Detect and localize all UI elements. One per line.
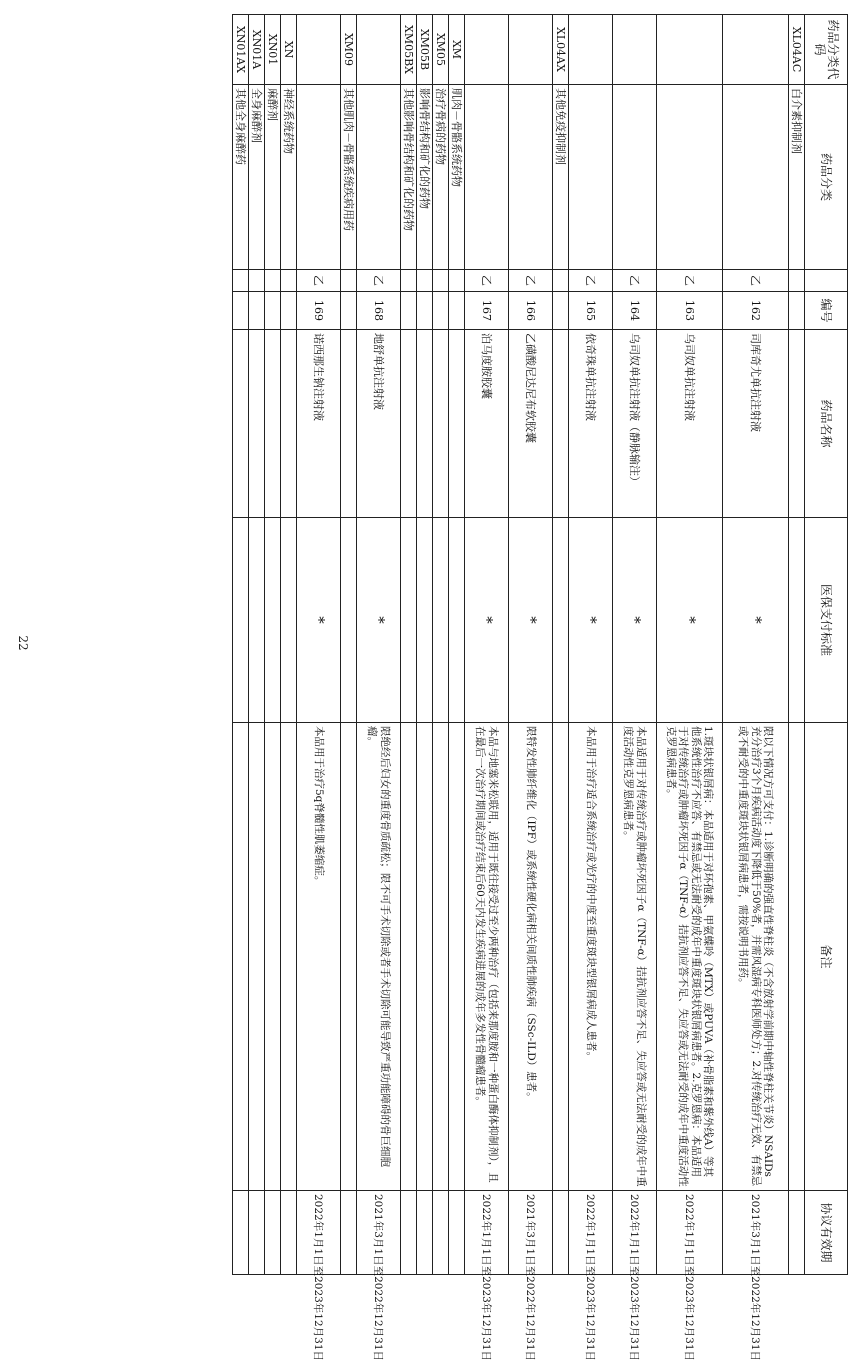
name-cell: 诺西那生钠注射液 bbox=[297, 330, 341, 518]
remark-cell: 限绝经后妇女的重度骨质疏松；限不可手术切除或者手术切除可能导致严重功能障碍的骨巨细胞瘤。 bbox=[357, 723, 401, 1191]
page-number: 22 bbox=[16, 635, 30, 651]
category-row bbox=[449, 15, 465, 1275]
grade-cell: 乙 bbox=[657, 270, 723, 292]
grade-cell bbox=[341, 270, 357, 292]
standard-cell: * bbox=[657, 518, 723, 723]
standard-cell bbox=[417, 518, 433, 723]
category-cell bbox=[657, 85, 723, 270]
category-cell: 麻醉剂 bbox=[265, 85, 281, 270]
drug-row bbox=[723, 15, 789, 1275]
standard-cell: * bbox=[465, 518, 509, 723]
validity-cell: 2021年3月1日至2022年12月31日 bbox=[357, 1191, 401, 1275]
category-row bbox=[341, 15, 357, 1275]
no-cell bbox=[341, 292, 357, 330]
category-cell: 其他全身麻醉药 bbox=[233, 85, 249, 270]
validity-cell: 2022年1月1日至2023年12月31日 bbox=[297, 1191, 341, 1275]
category-row bbox=[553, 15, 569, 1275]
code-cell: XL04AX bbox=[553, 15, 569, 85]
header-grade bbox=[805, 270, 848, 292]
code-cell: XM05 bbox=[433, 15, 449, 85]
remark-cell bbox=[281, 723, 297, 1191]
header-standard: 医保支付标准 bbox=[805, 518, 848, 723]
category-cell bbox=[357, 85, 401, 270]
category-row bbox=[249, 15, 265, 1275]
standard-cell bbox=[233, 518, 249, 723]
name-cell bbox=[249, 330, 265, 518]
category-cell: 其他免疫抑制剂 bbox=[553, 85, 569, 270]
drug-row bbox=[569, 15, 613, 1275]
code-cell: XN01A bbox=[249, 15, 265, 85]
validity-cell bbox=[553, 1191, 569, 1275]
no-cell bbox=[449, 292, 465, 330]
grade-cell bbox=[417, 270, 433, 292]
code-cell: XM05B bbox=[417, 15, 433, 85]
grade-cell bbox=[233, 270, 249, 292]
code-cell: XM bbox=[449, 15, 465, 85]
drug-row bbox=[509, 15, 553, 1275]
name-cell: 地舒单抗注射液 bbox=[357, 330, 401, 518]
category-cell bbox=[465, 85, 509, 270]
remark-cell bbox=[449, 723, 465, 1191]
category-cell: 白介素抑制剂 bbox=[789, 85, 805, 270]
validity-cell: 2021年3月1日至2022年12月31日 bbox=[509, 1191, 553, 1275]
remark-cell bbox=[553, 723, 569, 1191]
validity-cell bbox=[249, 1191, 265, 1275]
name-cell: 泊马度胺胶囊 bbox=[465, 330, 509, 518]
standard-cell: * bbox=[509, 518, 553, 723]
name-cell: 依奇珠单抗注射液 bbox=[569, 330, 613, 518]
validity-cell: 2021年3月1日至2022年12月31日 bbox=[723, 1191, 789, 1275]
no-cell: 166 bbox=[509, 292, 553, 330]
header-validity: 协议有效期 bbox=[805, 1191, 848, 1275]
no-cell bbox=[233, 292, 249, 330]
validity-cell bbox=[341, 1191, 357, 1275]
name-cell bbox=[449, 330, 465, 518]
no-cell bbox=[281, 292, 297, 330]
no-cell: 168 bbox=[357, 292, 401, 330]
validity-cell bbox=[265, 1191, 281, 1275]
standard-cell bbox=[789, 518, 805, 723]
code-cell bbox=[657, 15, 723, 85]
drug-row bbox=[613, 15, 657, 1275]
no-cell bbox=[249, 292, 265, 330]
no-cell: 169 bbox=[297, 292, 341, 330]
validity-cell bbox=[449, 1191, 465, 1275]
grade-cell bbox=[553, 270, 569, 292]
remark-cell bbox=[433, 723, 449, 1191]
remark-cell: 限以下情况方可支付：1.诊断明确的强直性脊柱炎（不含放射学前期中轴性脊柱关节炎）NSAIDs充分治疗3个月疾病活动度下降低于50%者，并需风湿病专科医师处方；2.对传统治疗无效、有禁忌或不耐受的中重度斑块状银屑病患者，需按说明书用药。 bbox=[723, 723, 789, 1191]
standard-cell: * bbox=[723, 518, 789, 723]
category-cell: 影响骨结构和矿化的药物 bbox=[417, 85, 433, 270]
category-cell bbox=[297, 85, 341, 270]
category-cell: 肌肉－骨骼系统药物 bbox=[449, 85, 465, 270]
name-cell bbox=[401, 330, 417, 518]
drug-row bbox=[657, 15, 723, 1275]
header-name: 药品名称 bbox=[805, 330, 848, 518]
validity-cell bbox=[281, 1191, 297, 1275]
remark-cell bbox=[341, 723, 357, 1191]
code-cell: XM09 bbox=[341, 15, 357, 85]
validity-cell bbox=[433, 1191, 449, 1275]
grade-cell bbox=[249, 270, 265, 292]
grade-cell: 乙 bbox=[613, 270, 657, 292]
drug-row bbox=[465, 15, 509, 1275]
category-cell bbox=[723, 85, 789, 270]
validity-cell: 2022年1月1日至2023年12月31日 bbox=[657, 1191, 723, 1275]
no-cell bbox=[265, 292, 281, 330]
grade-cell: 乙 bbox=[509, 270, 553, 292]
category-row bbox=[233, 15, 249, 1275]
grade-cell bbox=[265, 270, 281, 292]
name-cell bbox=[341, 330, 357, 518]
remark-cell: 本品适用于对传统治疗或肿瘤坏死因子α（TNF-α）拮抗剂应答不足、失应答或无法耐受的成年中重度活动性克罗恩病患者。 bbox=[613, 723, 657, 1191]
name-cell bbox=[233, 330, 249, 518]
code-cell: XN01 bbox=[265, 15, 281, 85]
category-row bbox=[265, 15, 281, 1275]
grade-cell: 乙 bbox=[465, 270, 509, 292]
name-cell: 乙磺酸尼达尼布软胶囊 bbox=[509, 330, 553, 518]
category-row bbox=[789, 15, 805, 1275]
name-cell bbox=[433, 330, 449, 518]
no-cell: 162 bbox=[723, 292, 789, 330]
grade-cell: 乙 bbox=[357, 270, 401, 292]
grade-cell bbox=[281, 270, 297, 292]
standard-cell: * bbox=[357, 518, 401, 723]
name-cell: 司库奇尤单抗注射液 bbox=[723, 330, 789, 518]
standard-cell bbox=[249, 518, 265, 723]
remark-cell: 本品用于治疗适合系统治疗或光疗的中度至重度斑块型银屑病成人患者。 bbox=[569, 723, 613, 1191]
grade-cell: 乙 bbox=[723, 270, 789, 292]
remark-cell bbox=[265, 723, 281, 1191]
rotated-table-container bbox=[90, 14, 848, 1361]
grade-cell bbox=[401, 270, 417, 292]
remark-cell: 本品用于治疗5q脊髓性肌萎缩症。 bbox=[297, 723, 341, 1191]
standard-cell bbox=[401, 518, 417, 723]
category-cell: 其他肌肉－骨骼系统疾病用药 bbox=[341, 85, 357, 270]
category-cell bbox=[613, 85, 657, 270]
standard-cell bbox=[265, 518, 281, 723]
remark-cell bbox=[249, 723, 265, 1191]
header-no: 编号 bbox=[805, 292, 848, 330]
header-remark: 备注 bbox=[805, 723, 848, 1191]
header-code: 药品分类代码 bbox=[805, 15, 848, 85]
no-cell: 164 bbox=[613, 292, 657, 330]
remark-cell bbox=[233, 723, 249, 1191]
code-cell: XN bbox=[281, 15, 297, 85]
no-cell bbox=[417, 292, 433, 330]
no-cell bbox=[401, 292, 417, 330]
drug-table bbox=[232, 14, 848, 1361]
code-cell bbox=[509, 15, 553, 85]
name-cell bbox=[417, 330, 433, 518]
code-cell bbox=[723, 15, 789, 85]
name-cell: 乌司奴单抗注射液 bbox=[657, 330, 723, 518]
remark-cell: 限特发性肺纤维化（IPF）或系统性硬化病相关间质性肺疾病（SSc-ILD）患者。 bbox=[509, 723, 553, 1191]
grade-cell: 乙 bbox=[569, 270, 613, 292]
category-cell bbox=[509, 85, 553, 270]
category-cell: 神经系统药物 bbox=[281, 85, 297, 270]
standard-cell bbox=[281, 518, 297, 723]
code-cell bbox=[357, 15, 401, 85]
no-cell bbox=[553, 292, 569, 330]
remark-cell bbox=[417, 723, 433, 1191]
category-row bbox=[281, 15, 297, 1275]
validity-cell bbox=[233, 1191, 249, 1275]
validity-cell bbox=[417, 1191, 433, 1275]
category-cell: 其他影响骨结构和矿化的药物 bbox=[401, 85, 417, 270]
remark-cell: 本品与地塞米松联用，适用于既往接受过至少两种治疗（包括来那度胺和一种蛋白酶体抑制剂），且在最后一次治疗期间或治疗结束后60天内发生疾病进展的成年多发性骨髓瘤患者。 bbox=[465, 723, 509, 1191]
table-body bbox=[233, 15, 805, 1361]
drug-row bbox=[357, 15, 401, 1275]
name-cell bbox=[553, 330, 569, 518]
name-cell bbox=[281, 330, 297, 518]
name-cell bbox=[265, 330, 281, 518]
code-cell: XL04AC bbox=[789, 15, 805, 85]
category-cell bbox=[569, 85, 613, 270]
validity-cell: 2022年1月1日至2023年12月31日 bbox=[465, 1191, 509, 1275]
category-row bbox=[417, 15, 433, 1275]
name-cell bbox=[789, 330, 805, 518]
remark-cell bbox=[789, 723, 805, 1191]
standard-cell bbox=[553, 518, 569, 723]
validity-cell bbox=[401, 1191, 417, 1275]
table-header-row bbox=[805, 15, 848, 1275]
category-row bbox=[433, 15, 449, 1275]
name-cell: 乌司奴单抗注射液（静脉输注） bbox=[613, 330, 657, 518]
header-category: 药品分类 bbox=[805, 85, 848, 270]
standard-cell bbox=[341, 518, 357, 723]
standard-cell bbox=[449, 518, 465, 723]
code-cell: XN01AX bbox=[233, 15, 249, 85]
no-cell bbox=[789, 292, 805, 330]
remark-cell: 1.斑块状银屑病：本品适用于对环孢素、甲氨蝶呤（MTX）或PUVA（补骨脂素和紫外线A）等其他系统性治疗不应答、有禁忌或无法耐受的成年中重度斑块状银屑病患者。2.克罗恩病：本品适用于对传统治疗或肿瘤坏死因子α（TNF-α）拮抗剂应答不足、失应答或无法耐受的成年中重度活动性克罗恩病患者。 bbox=[657, 723, 723, 1191]
grade-cell bbox=[433, 270, 449, 292]
remark-cell bbox=[401, 723, 417, 1191]
category-cell: 治疗骨病的药物 bbox=[433, 85, 449, 270]
code-cell bbox=[569, 15, 613, 85]
category-row bbox=[401, 15, 417, 1275]
validity-cell: 2022年1月1日至2023年12月31日 bbox=[613, 1191, 657, 1275]
validity-cell: 2022年1月1日至2023年12月31日 bbox=[569, 1191, 613, 1275]
drug-row bbox=[297, 15, 341, 1275]
no-cell: 163 bbox=[657, 292, 723, 330]
code-cell: XM05BX bbox=[401, 15, 417, 85]
code-cell bbox=[613, 15, 657, 85]
standard-cell: * bbox=[613, 518, 657, 723]
standard-cell bbox=[433, 518, 449, 723]
standard-cell: * bbox=[569, 518, 613, 723]
code-cell bbox=[465, 15, 509, 85]
no-cell: 167 bbox=[465, 292, 509, 330]
validity-cell bbox=[789, 1191, 805, 1275]
no-cell: 165 bbox=[569, 292, 613, 330]
standard-cell: * bbox=[297, 518, 341, 723]
no-cell bbox=[433, 292, 449, 330]
grade-cell bbox=[449, 270, 465, 292]
grade-cell bbox=[789, 270, 805, 292]
category-cell: 全身麻醉剂 bbox=[249, 85, 265, 270]
code-cell bbox=[297, 15, 341, 85]
grade-cell: 乙 bbox=[297, 270, 341, 292]
